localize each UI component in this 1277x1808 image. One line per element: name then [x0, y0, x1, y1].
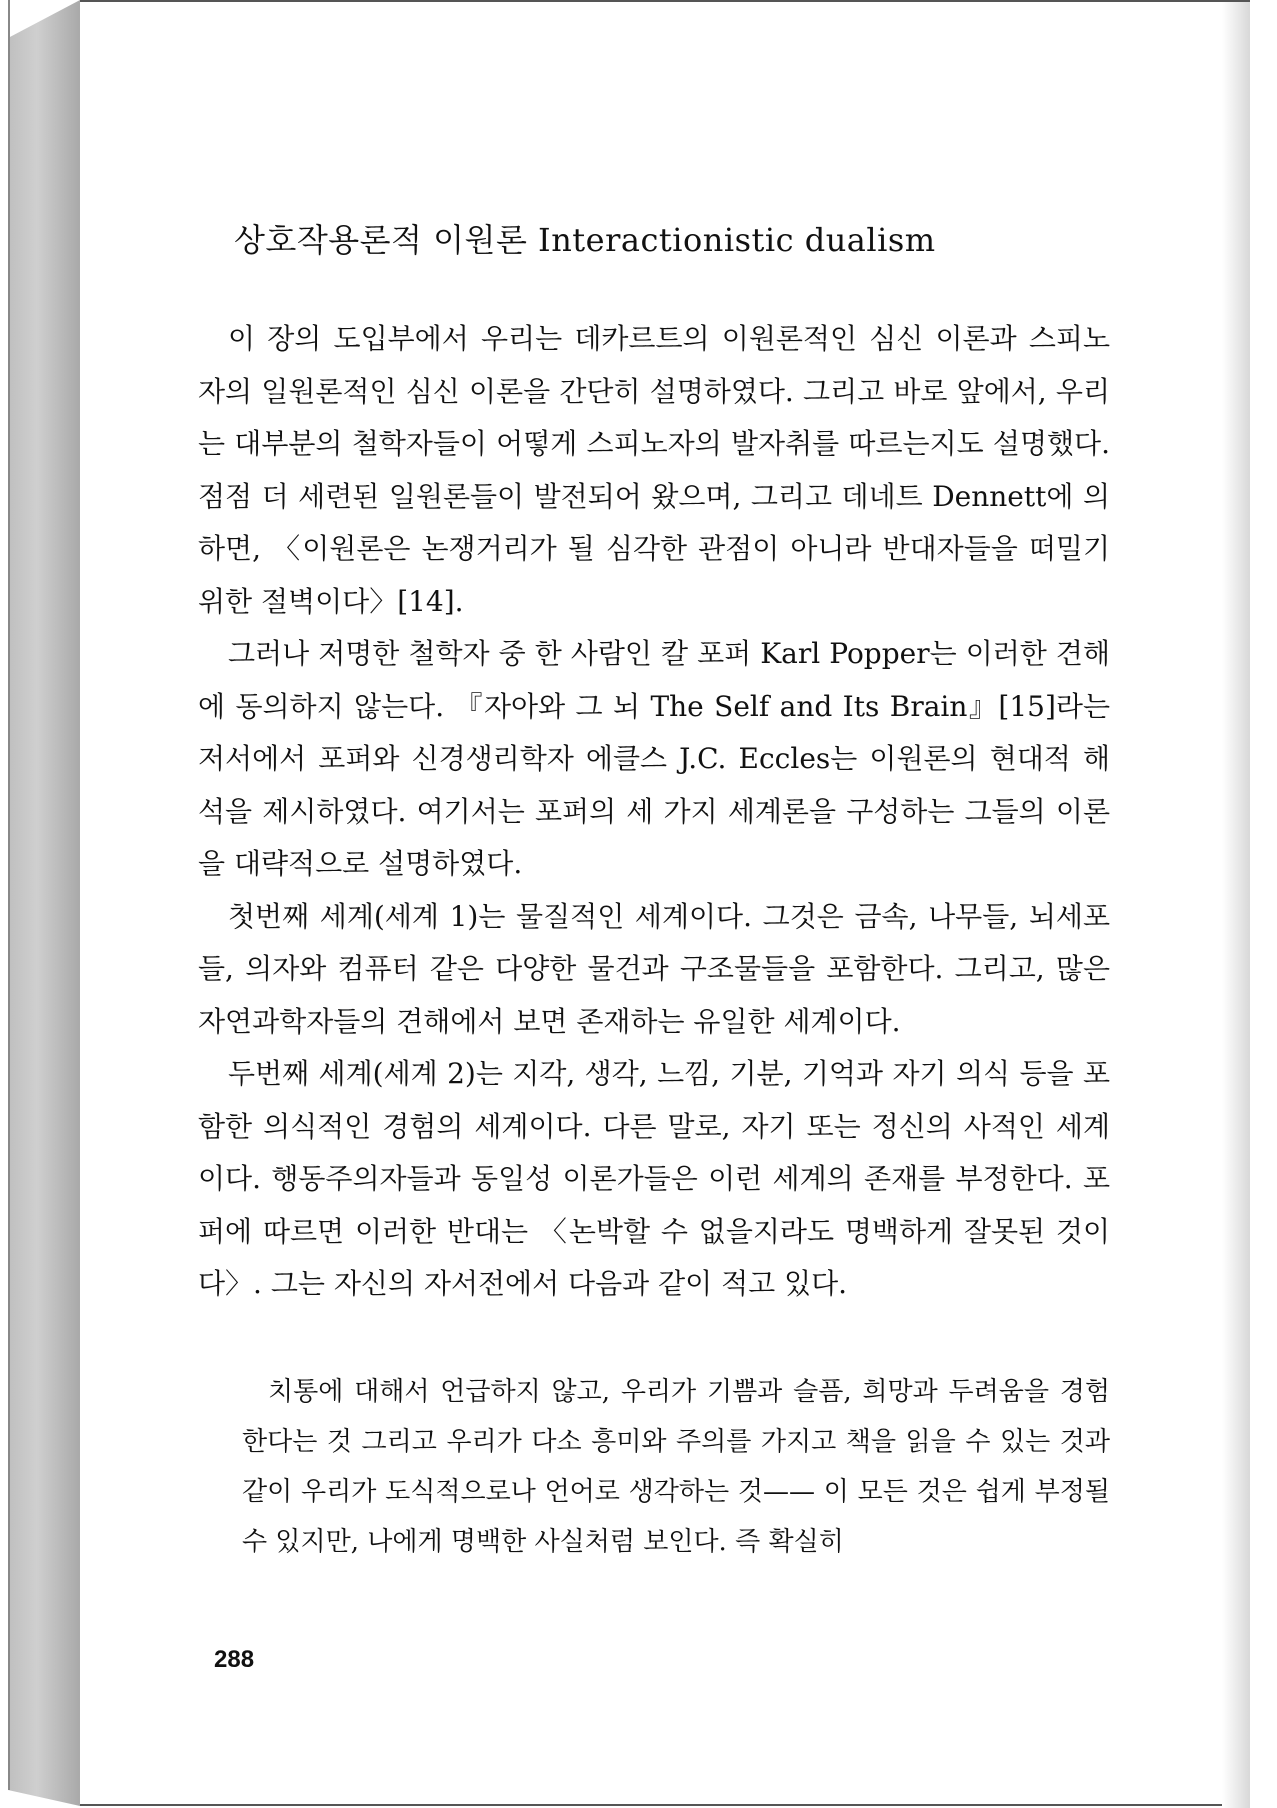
- page-number: 288: [214, 1646, 255, 1673]
- book-spine: [8, 0, 80, 1806]
- page-content: [198, 215, 1110, 1567]
- paragraph-2: 그러나 저명한 철학자 중 한 사람인 칼 포퍼 Karl Popper는 이러한 견해에 동의하지 않는다. 『자아와 그 뇌 The Self and Its Brain』[15]라는 저서에서 포퍼와 신경생리학자 에클스 J.C. Eccles는 이원론의 현대적 해석을 제시하였다. 여기서는 포퍼의 세 가지 세계론을 구성하는 그들의 이론을 대략적으로 설명하였다.: [198, 637, 1110, 880]
- paragraph-4: 두번째 세계(세계 2)는 지각, 생각, 느낌, 기분, 기억과 자기 의식 등을 포함한 의식적인 경험의 세계이다. 다른 말로, 자기 또는 정신의 사적인 세계이다. 행동주의자들과 동일성 이론가들은 이런 세계의 존재를 부정한다. 포퍼에 따르면 이러한 반대는 〈논박할 수 없을지라도 명백하게 잘못된 것이다〉. 그는 자신의 자서전에서 다음과 같이 적고 있다.: [198, 1057, 1110, 1300]
- section-title: 상호작용론적 이원론 Interactionistic dualism: [234, 221, 936, 259]
- spine-edge: [8, 0, 10, 1790]
- paragraph-3: 첫번째 세계(세계 1)는 물질적인 세계이다. 그것은 금속, 나무들, 뇌세포들, 의자와 컴퓨터 같은 다양한 물건과 구조물들을 포함한다. 그리고, 많은 자연과학자들의 견해에서 보면 존재하는 유일한 세계이다.: [198, 899, 1110, 1038]
- page-fore-edge: [1222, 2, 1250, 1808]
- paragraph-1: 이 장의 도입부에서 우리는 데카르트의 이원론적인 심신 이론과 스피노자의 일원론적인 심신 이론을 간단히 설명하였다. 그리고 바로 앞에서, 우리는 대부분의 철학자들이 어떻게 스피노자의 발자취를 따르는지도 설명했다. 점점 더 세련된 일원론들이 발전되어 왔으며, 그리고 데네트 Dennett에 의하면, 〈이원론은 논쟁거리가 될 심각한 관점이 아니라 반대자들을 떠밀기 위한 절벽이다〉[14].: [198, 322, 1110, 618]
- block-quote: 치통에 대해서 언급하지 않고, 우리가 기쁨과 슬픔, 희망과 두려움을 경험한다는 것 그리고 우리가 다소 흥미와 주의를 가지고 책을 읽을 수 있는 것과 같이 우리가 도식적으로나 언어로 생각하는 것—— 이 모든 것은 쉽게 부정될 수 있지만, 나에게 명백한 사실처럼 보인다. 즉 확실히: [242, 1376, 1110, 1557]
